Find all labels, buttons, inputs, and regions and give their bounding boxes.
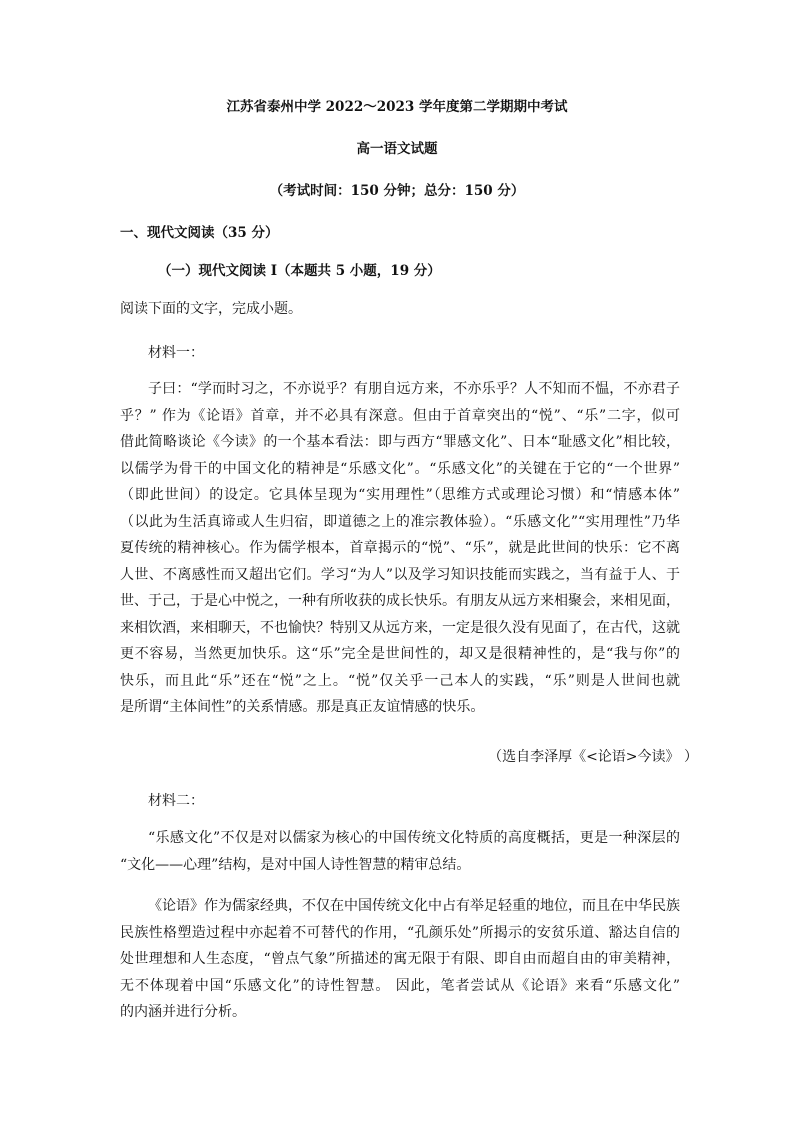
- text-line: 无不体现着中国“乐感文化”的诗性智慧。 因此，笔者尝试从《论语》来看“乐感文化”: [120, 977, 680, 994]
- reading-instruction: 阅读下面的文字，完成小题。: [120, 301, 302, 317]
- text-line: 快乐，而且此“乐”还在“悦”之上。“悦”仅关乎一己本人的实践，“乐”则是人世间也就: [120, 672, 680, 689]
- material-two-paragraph-two: [120, 893, 680, 1026]
- material-two-paragraph-one: [120, 825, 680, 878]
- text-line: 更不容易，当然更加快乐。这“乐”完全是世间性的，却又是很精神性的，是“我与你”的: [120, 646, 680, 662]
- text-line: 世、于己，于是心中悦之，一种有所收获的成长快乐。有朋友从远方来相聚会，来相见面，: [120, 593, 680, 609]
- text-line: 夏传统的精神核心。作为儒学根本，首章揭示的“悦”、“乐”，就是此世间的快乐：它不离: [120, 540, 680, 556]
- text-line: （以此为生活真谛或人生归宿，即道德之上的准宗教体验）。“乐感文化”“实用理性”乃华: [120, 513, 680, 530]
- exam-title: 江苏省泰州中学 2022～2023 学年度第二学期期中考试: [226, 99, 568, 115]
- text-line: “乐感文化”不仅是对以儒家为核心的中国传统文化特质的高度概括，更是一种深层的: [148, 830, 680, 846]
- text-line: 借此简略谈论《今读》的一个基本看法：即与西方“罪感文化”、日本“耻感文化”相比较，: [120, 434, 680, 450]
- text-line: 民族性格塑造过程中亦起着不可替代的作用，“孔颜乐处”所揭示的安贫乐道、豁达自信的: [120, 924, 680, 941]
- text-line: 乎？” 作为《论语》首章，并不必具有深意。但由于首章突出的“悦”、“乐”二字，似可: [120, 407, 680, 424]
- exam-subtitle: 高一语文试题: [356, 141, 438, 157]
- text-line: 来相饮酒，来相聊天，不也愉快？特别又从远方来，一定是很久没有见面了，在古代，这就: [120, 619, 680, 636]
- material-one-label: 材料一：: [148, 345, 204, 361]
- material-one-paragraph: [120, 376, 680, 721]
- text-line: 处世理想和人生态度，“曾点气象”所描述的寓无限于有限、即自由而超自由的审美精神，: [120, 951, 680, 967]
- text-line: “文化——心理”结构，是对中国人诗性智慧的精审总结。: [120, 856, 471, 873]
- text-line: 《论语》作为儒家经典，不仅在中国传统文化中占有举足轻重的地位，而且在中华民族: [148, 898, 680, 914]
- text-line: 的内涵并进行分析。: [120, 1004, 246, 1020]
- material-two-label: 材料二：: [148, 793, 204, 809]
- material-one-source: （选自李泽厚《<论语>今读》 ）: [488, 749, 698, 765]
- text-line: 是所谓“主体间性”的关系情感。那是真正友谊情感的快乐。: [120, 699, 485, 715]
- text-line: 人世、不离感性而又超出它们。学习“为人”以及学习知识技能而实践之，当有益于人、于: [120, 566, 680, 583]
- text-line: 子曰：“学而时习之，不亦说乎？有朋自远方来，不亦乐乎？人不知而不愠，不亦君子: [148, 381, 680, 397]
- text-line: （即此世间）的设定。它具体呈现为“实用理性”（思维方式或理论习惯）和“情感本体”: [120, 487, 680, 503]
- section-heading: 一、现代文阅读（35 分）: [120, 225, 279, 241]
- sub-section-heading: （一）现代文阅读 I（本题共 5 小题，19 分）: [158, 263, 441, 279]
- exam-info: （考试时间：150 分钟；总分：150 分）: [269, 183, 525, 199]
- text-line: 以儒学为骨干的中国文化的精神是“乐感文化”。“乐感文化”的关键在于它的“一个世界”: [120, 460, 680, 477]
